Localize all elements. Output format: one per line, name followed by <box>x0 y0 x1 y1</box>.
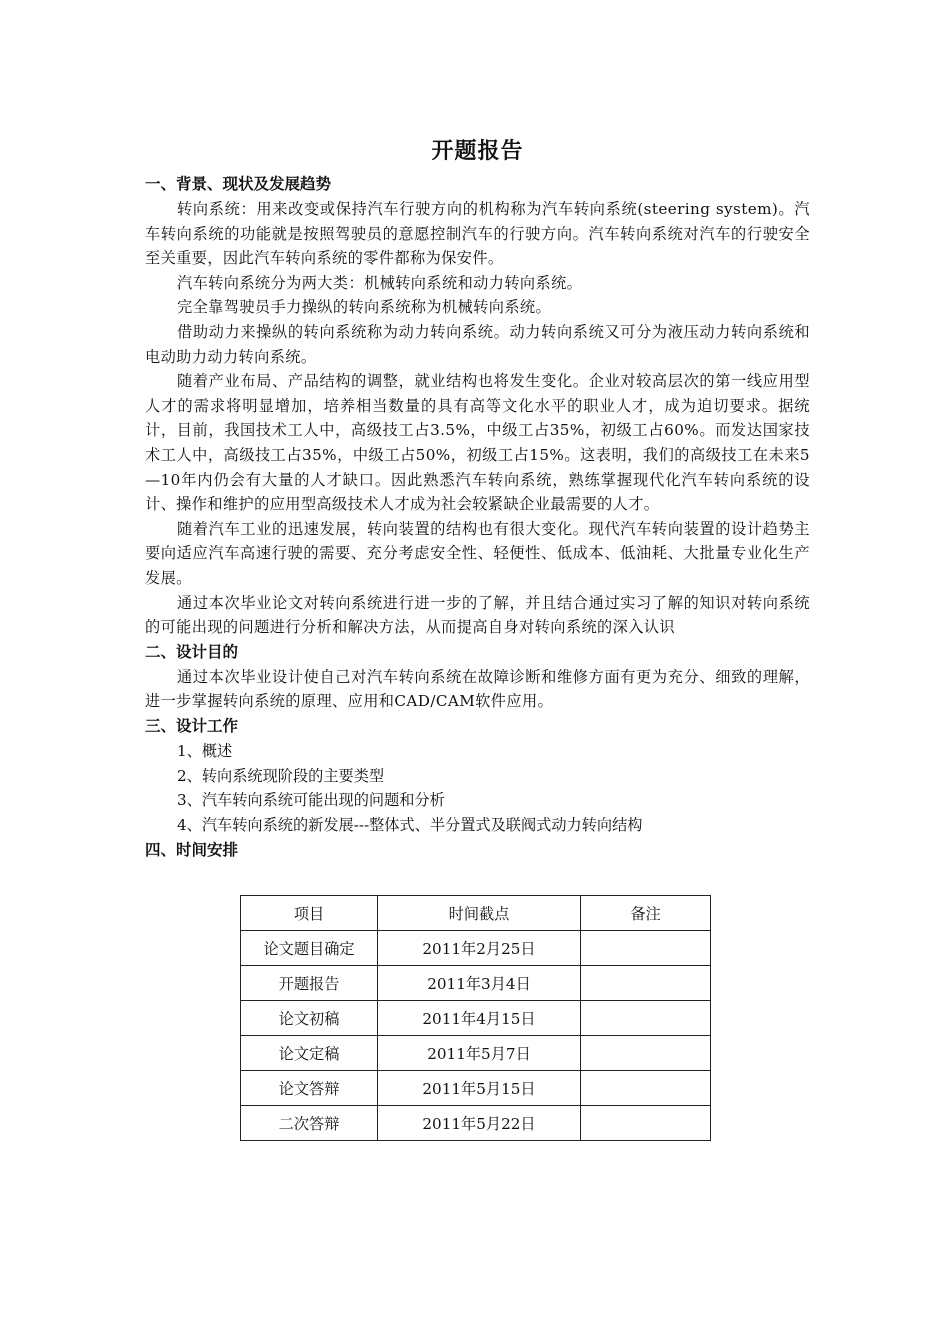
paragraph-design-purpose: 通过本次毕业设计使自己对汽车转向系统在故障诊断和维修方面有更为充分、细致的理解，进一步掌握转向系统的原理、应用和CAD/CAM软件应用。 <box>145 667 810 711</box>
cell-notes <box>581 966 711 1001</box>
cell-item: 论文初稿 <box>241 1001 378 1036</box>
cell-notes <box>581 1071 711 1106</box>
column-header-deadline: 时间截点 <box>378 896 581 931</box>
table-row <box>241 1071 711 1106</box>
cell-item: 论文定稿 <box>241 1036 378 1071</box>
list-item: 3、汽车转向系统可能出现的问题和分析 <box>177 791 445 810</box>
table-row <box>241 1106 711 1141</box>
paragraph-talent-demand: 随着产业布局、产品结构的调整，就业结构也将发生变化。企业对较高层次的第一线应用型人才的需求将明显增加，培养相当数量的具有高等文化水平的职业人才，成为迫切要求。据统计，目前，我国技术工人中，高级技工占3.5%，中级工占35%，初级工占60%。而发达国家技术工人中，高级技工占35%，中级工占50%，初级工占15%。这表明，我们的高级技工在未来5—10年内仍会有大量的人才缺口。因此熟悉汽车转向系统，熟练掌握现代化汽车转向系统的设计、操作和维护的应用型高级技术人才成为社会较紧缺企业最需要的人才。 <box>145 372 810 514</box>
cell-item: 论文题目确定 <box>241 931 378 966</box>
table-header-row <box>241 896 711 931</box>
table-row <box>241 1001 711 1036</box>
paragraph-development-trend: 随着汽车工业的迅速发展，转向装置的结构也有很大变化。现代汽车转向装置的设计趋势主要向适应汽车高速行驶的需要、充分考虑安全性、轻便性、低成本、低油耗、大批量专业化生产发展。 <box>145 519 810 587</box>
cell-deadline: 2011年5月15日 <box>378 1071 581 1106</box>
list-item: 2、转向系统现阶段的主要类型 <box>177 766 385 785</box>
cell-notes <box>581 1106 711 1141</box>
table-row <box>241 966 711 1001</box>
schedule-table <box>240 895 711 1141</box>
list-item: 4、汽车转向系统的新发展---整体式、半分置式及联阀式动力转向结构 <box>177 816 643 835</box>
paragraph-power-steering: 借助动力来操纵的转向系统称为动力转向系统。动力转向系统又可分为液压动力转向系统和电动助力动力转向系统。 <box>145 322 810 366</box>
cell-item: 二次答辩 <box>241 1106 378 1141</box>
cell-deadline: 2011年5月7日 <box>378 1036 581 1071</box>
document-title: 开题报告 <box>431 139 524 164</box>
paragraph-steering-definition: 转向系统：用来改变或保持汽车行驶方向的机构称为汽车转向系统(steering system)。汽车转向系统的功能就是按照驾驶员的意愿控制汽车的行驶方向。汽车转向系统对汽车的行驶安全至关重要，因此汽车转向系统的零件都称为保安件。 <box>145 200 810 268</box>
paragraph-two-categories: 汽车转向系统分为两大类：机械转向系统和动力转向系统。 <box>177 273 583 292</box>
section-heading-design-work: 三、设计工作 <box>145 716 239 735</box>
cell-notes <box>581 1036 711 1071</box>
section-heading-background: 一、背景、现状及发展趋势 <box>145 175 332 193</box>
table-row <box>241 1036 711 1071</box>
paragraph-thesis-purpose: 通过本次毕业论文对转向系统进行进一步的了解，并且结合通过实习了解的知识对转向系统的可能出现的问题进行分析和解决方法，从而提高自身对转向系统的深入认识 <box>145 593 810 637</box>
cell-deadline: 2011年5月22日 <box>378 1106 581 1141</box>
section-heading-design-purpose: 二、设计目的 <box>145 642 239 661</box>
table-row <box>241 931 711 966</box>
cell-notes <box>581 1001 711 1036</box>
cell-item: 开题报告 <box>241 966 378 1001</box>
column-header-item: 项目 <box>241 896 378 931</box>
paragraph-mechanical-steering: 完全靠驾驶员手力操纵的转向系统称为机械转向系统。 <box>177 298 552 317</box>
document-page <box>145 132 810 1133</box>
cell-notes <box>581 931 711 966</box>
column-header-notes: 备注 <box>581 896 711 931</box>
cell-deadline: 2011年2月25日 <box>378 931 581 966</box>
section-heading-schedule: 四、时间安排 <box>145 841 239 860</box>
cell-deadline: 2011年4月15日 <box>378 1001 581 1036</box>
list-item: 1、概述 <box>177 741 233 760</box>
cell-item: 论文答辩 <box>241 1071 378 1106</box>
cell-deadline: 2011年3月4日 <box>378 966 581 1001</box>
